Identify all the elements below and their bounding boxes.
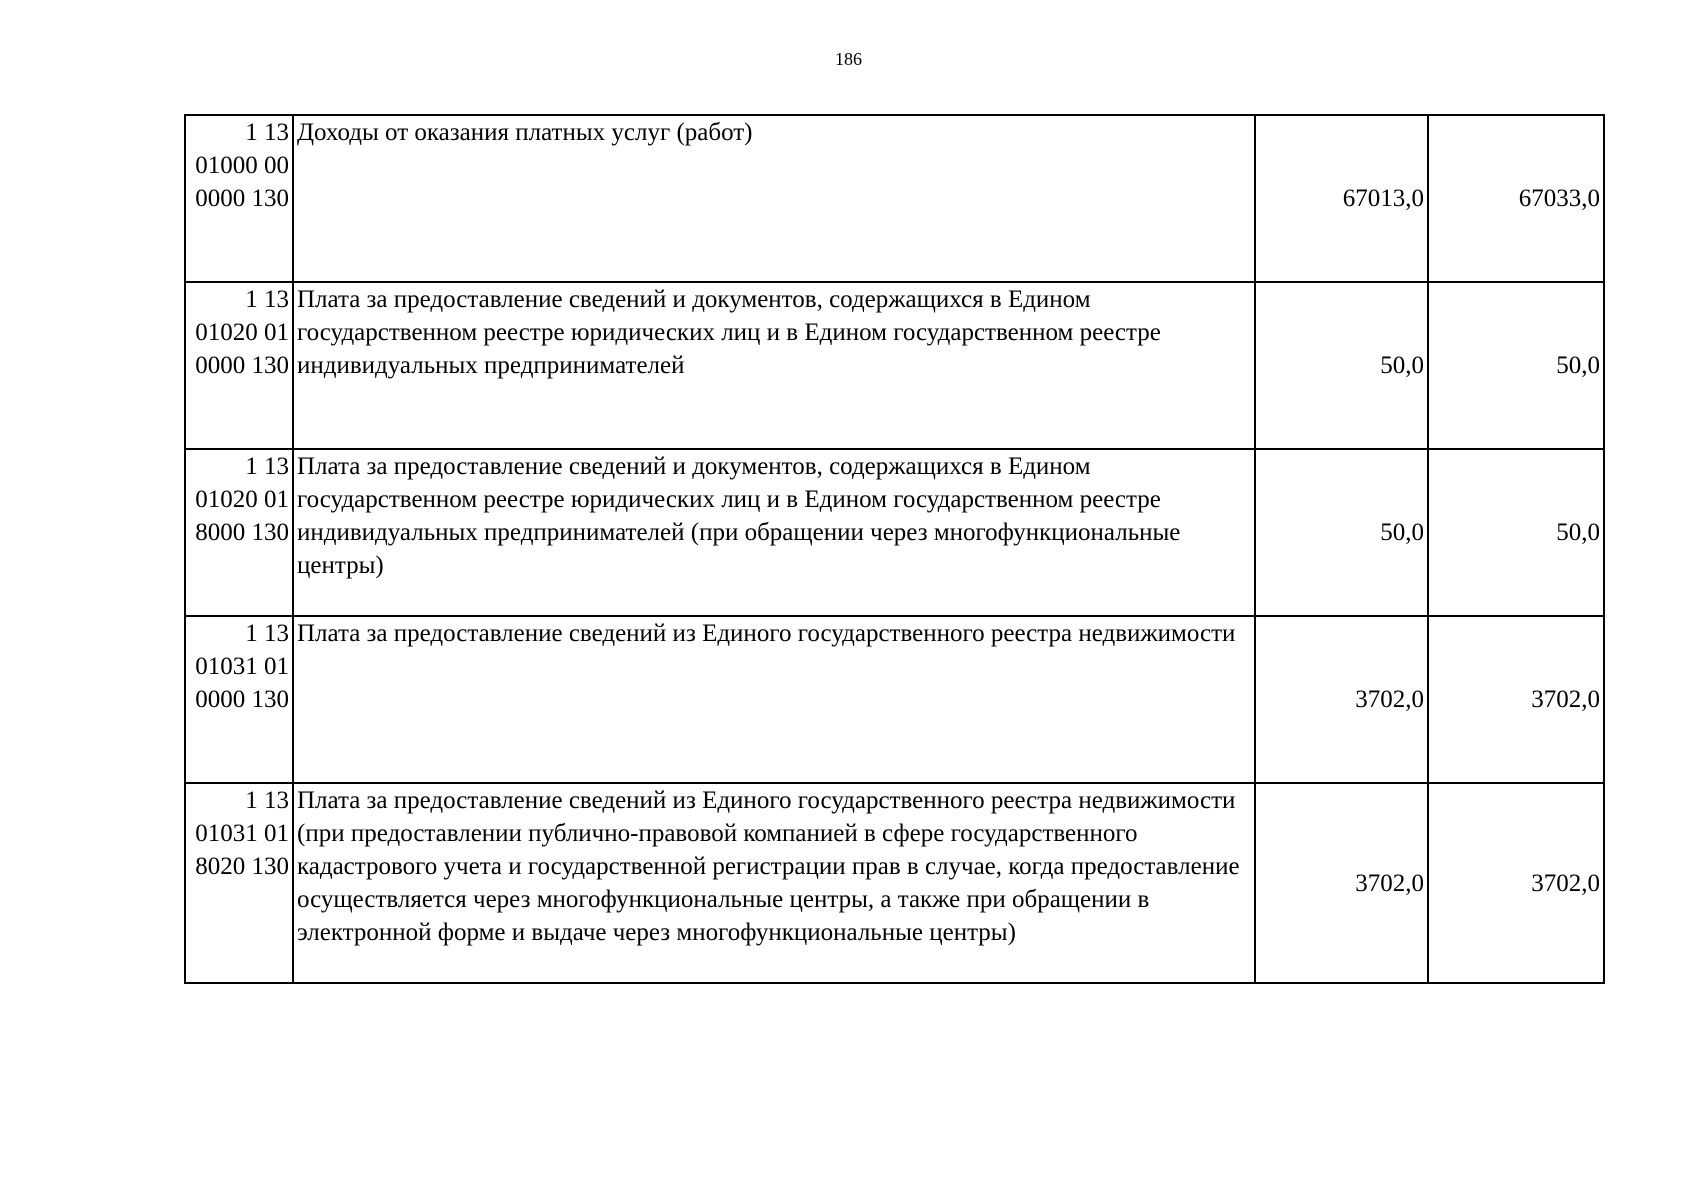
budget-code-line: 01031 01 — [195, 820, 289, 847]
budget-code-line: 0000 130 — [195, 686, 289, 713]
table-row — [185, 449, 1604, 616]
budget-code-line: 1 13 — [245, 119, 289, 146]
budget-code-line: 8020 130 — [195, 853, 289, 880]
value-cell-1: 50,0 — [1255, 449, 1428, 616]
table-row — [185, 783, 1604, 983]
table-row — [185, 115, 1604, 282]
value-cell-2: 50,0 — [1428, 449, 1604, 616]
budget-code-line: 01020 01 — [195, 319, 289, 346]
value-cell-1: 67013,0 — [1255, 115, 1428, 282]
value-cell-1: 3702,0 — [1255, 783, 1428, 983]
value-cell-2: 3702,0 — [1428, 783, 1604, 983]
revenue-name-cell: Доходы от оказания платных услуг (работ) — [293, 115, 1255, 282]
budget-code-line: 0000 130 — [195, 352, 289, 379]
value-cell-1: 3702,0 — [1255, 616, 1428, 783]
page-number: 186 — [835, 49, 862, 69]
revenue-name-cell: Плата за предоставление сведений из Единого государственного реестра недвижимости (при предоставлении публично-правовой компанией в сфере государственного кадастрового учета и государственной регистрации прав в случае, когда предоставление осуществляется через многофункциональные центры, а также при обращении в электронной форме и выдаче через многофункциональные центры) — [293, 783, 1255, 983]
revenue-name-cell: Плата за предоставление сведений и документов, содержащихся в Едином государственном реестре юридических лиц и в Едином государственном реестре индивидуальных предпринимателей (при обращении через многофункциональные центры) — [293, 449, 1255, 616]
budget-code-cell — [185, 282, 293, 449]
value-cell-2: 67033,0 — [1428, 115, 1604, 282]
budget-code-line: 0000 130 — [195, 185, 289, 212]
budget-code-line: 1 13 — [245, 787, 289, 814]
table-row — [185, 282, 1604, 449]
revenue-table — [184, 114, 1605, 984]
budget-code-cell — [185, 115, 293, 282]
budget-code-line: 1 13 — [245, 453, 289, 480]
budget-code-line: 1 13 — [245, 620, 289, 647]
budget-code-cell — [185, 449, 293, 616]
budget-code-line: 01000 00 — [195, 152, 289, 179]
revenue-name-cell: Плата за предоставление сведений и документов, содержащихся в Едином государственном реестре юридических лиц и в Едином государственном реестре индивидуальных предпринимателей — [293, 282, 1255, 449]
table-row — [185, 616, 1604, 783]
budget-code-line: 8000 130 — [195, 519, 289, 546]
budget-code-line: 01031 01 — [195, 653, 289, 680]
budget-code-cell — [185, 616, 293, 783]
budget-code-line: 1 13 — [245, 286, 289, 313]
value-cell-1: 50,0 — [1255, 282, 1428, 449]
value-cell-2: 3702,0 — [1428, 616, 1604, 783]
budget-code-line: 01020 01 — [195, 486, 289, 513]
budget-code-cell — [185, 783, 293, 983]
revenue-name-cell: Плата за предоставление сведений из Единого государственного реестра недвижимости — [293, 616, 1255, 783]
value-cell-2: 50,0 — [1428, 282, 1604, 449]
